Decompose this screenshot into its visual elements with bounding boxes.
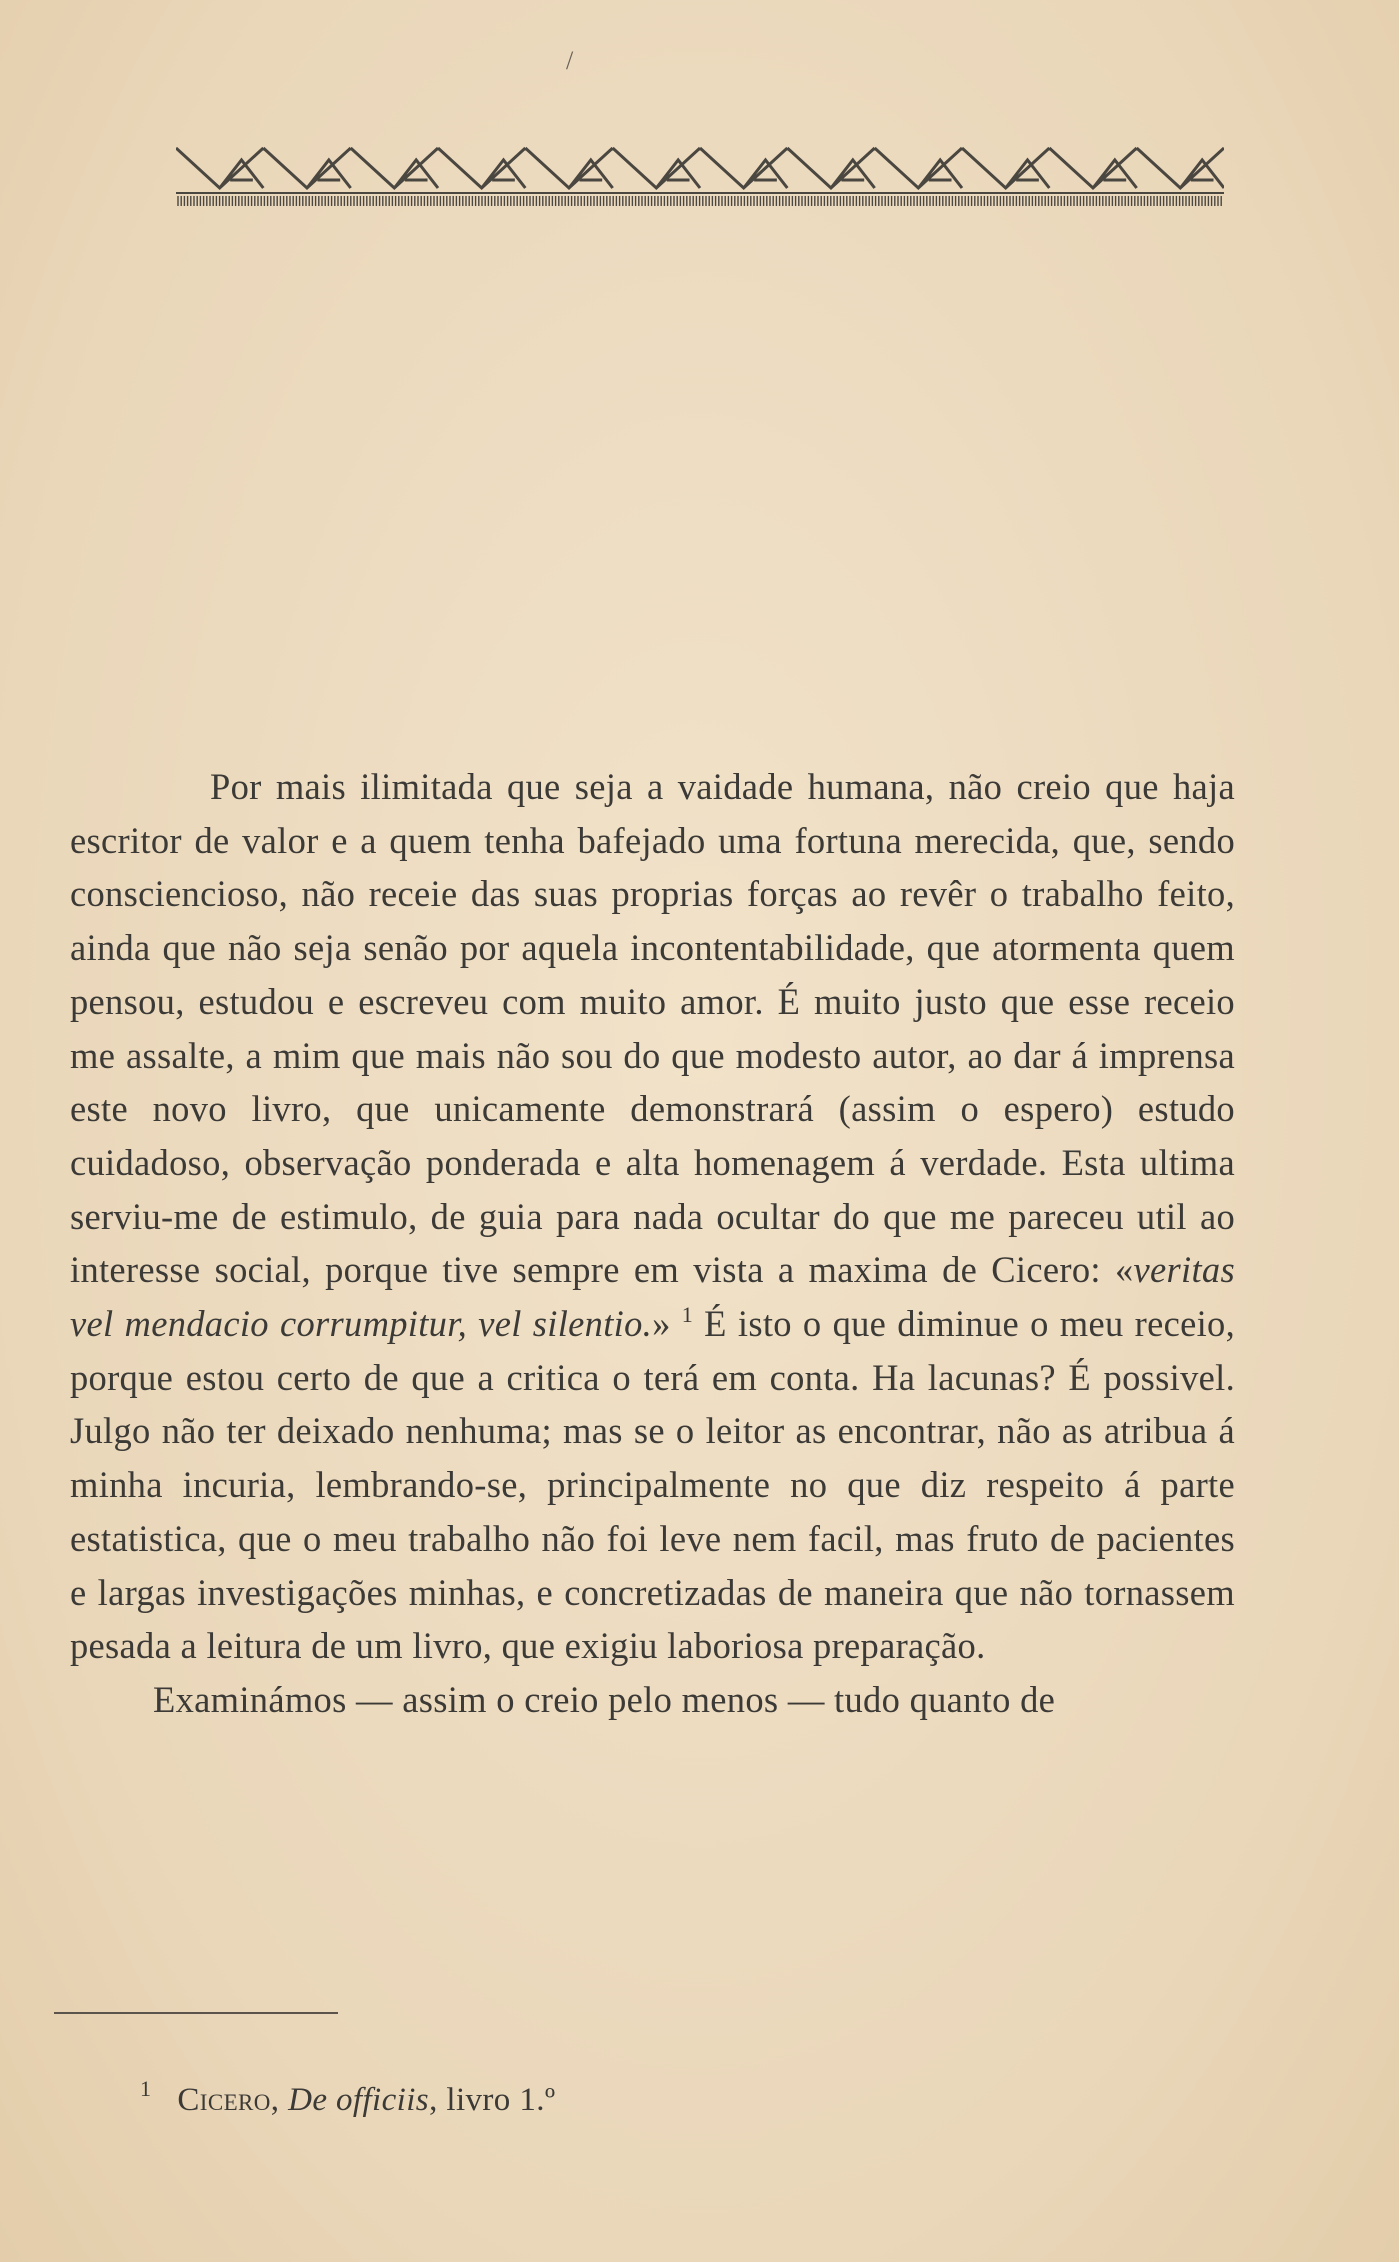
footnote-number: 1: [140, 2076, 152, 2101]
footnote-divider: [54, 2012, 338, 2014]
footnote: $^1$ Cicero, De officiis, livro 1.º: [140, 2076, 556, 2118]
body-text: [70, 760, 1235, 1727]
paragraph-1-main: Por mais ilimitada que seja a vaidade humana, não creio que haja escritor de valor e a quem tenha bafejado uma fortuna merecida, que, sendo consciencioso, não receie das suas proprias forças ao revêr o trabalho feito, ainda que não seja senão por aquela incontentabilidade, que atormenta quem pensou, estudou e escreveu com muito amor. É muito justo que esse receio me assalte, a mim que mais não sou do que modesto autor, ao dar á imprensa este novo livro, que unicamente demonstrará (assim o espero) estudo cuidadoso, observação ponderada e alta homenagem á verdade. Esta ultima serviu-me de estimulo, de guia para nada ocultar do que me pareceu util ao interesse social, porque tive sempre em vista a maxima de Cicero: «: [70, 766, 1235, 1291]
quote-close: »: [652, 1303, 671, 1345]
paragraph-2: Examinámos — assim o creio pelo menos — tudo quanto de: [153, 1678, 1056, 1720]
footnote-location: livro 1.º: [446, 2082, 556, 2118]
pencil-mark: /: [566, 46, 574, 75]
footnote-author: Cicero: [177, 2082, 271, 2118]
paragraph-1: [70, 760, 1235, 1673]
latin-quote: veritas vel mendacio corrumpitur, vel silentio.: [70, 1249, 1235, 1345]
paragraph-1-continued: É isto o que diminue o meu receio, porque estou certo de que a critica o terá em conta. Ha lacunas? É possivel. Julgo não ter deixado nenhuma; mas se o leitor as encontrar, não as atribua á minha incuria, lembrando-se, principalmente no que diz respeito á parte estatistica, que o meu trabalho não foi leve nem facil, mas fruto de pacientes e largas investigações minhas, e concretizadas de maneira que não tornassem pesada a leitura de um livro, que exigiu laboriosa preparação.: [70, 1303, 1236, 1667]
footnote-work: De officiis: [288, 2082, 430, 2118]
greek-zigzag-border-ornament-icon: [176, 138, 1224, 210]
footnote-reference[interactable]: 1: [681, 1302, 694, 1328]
